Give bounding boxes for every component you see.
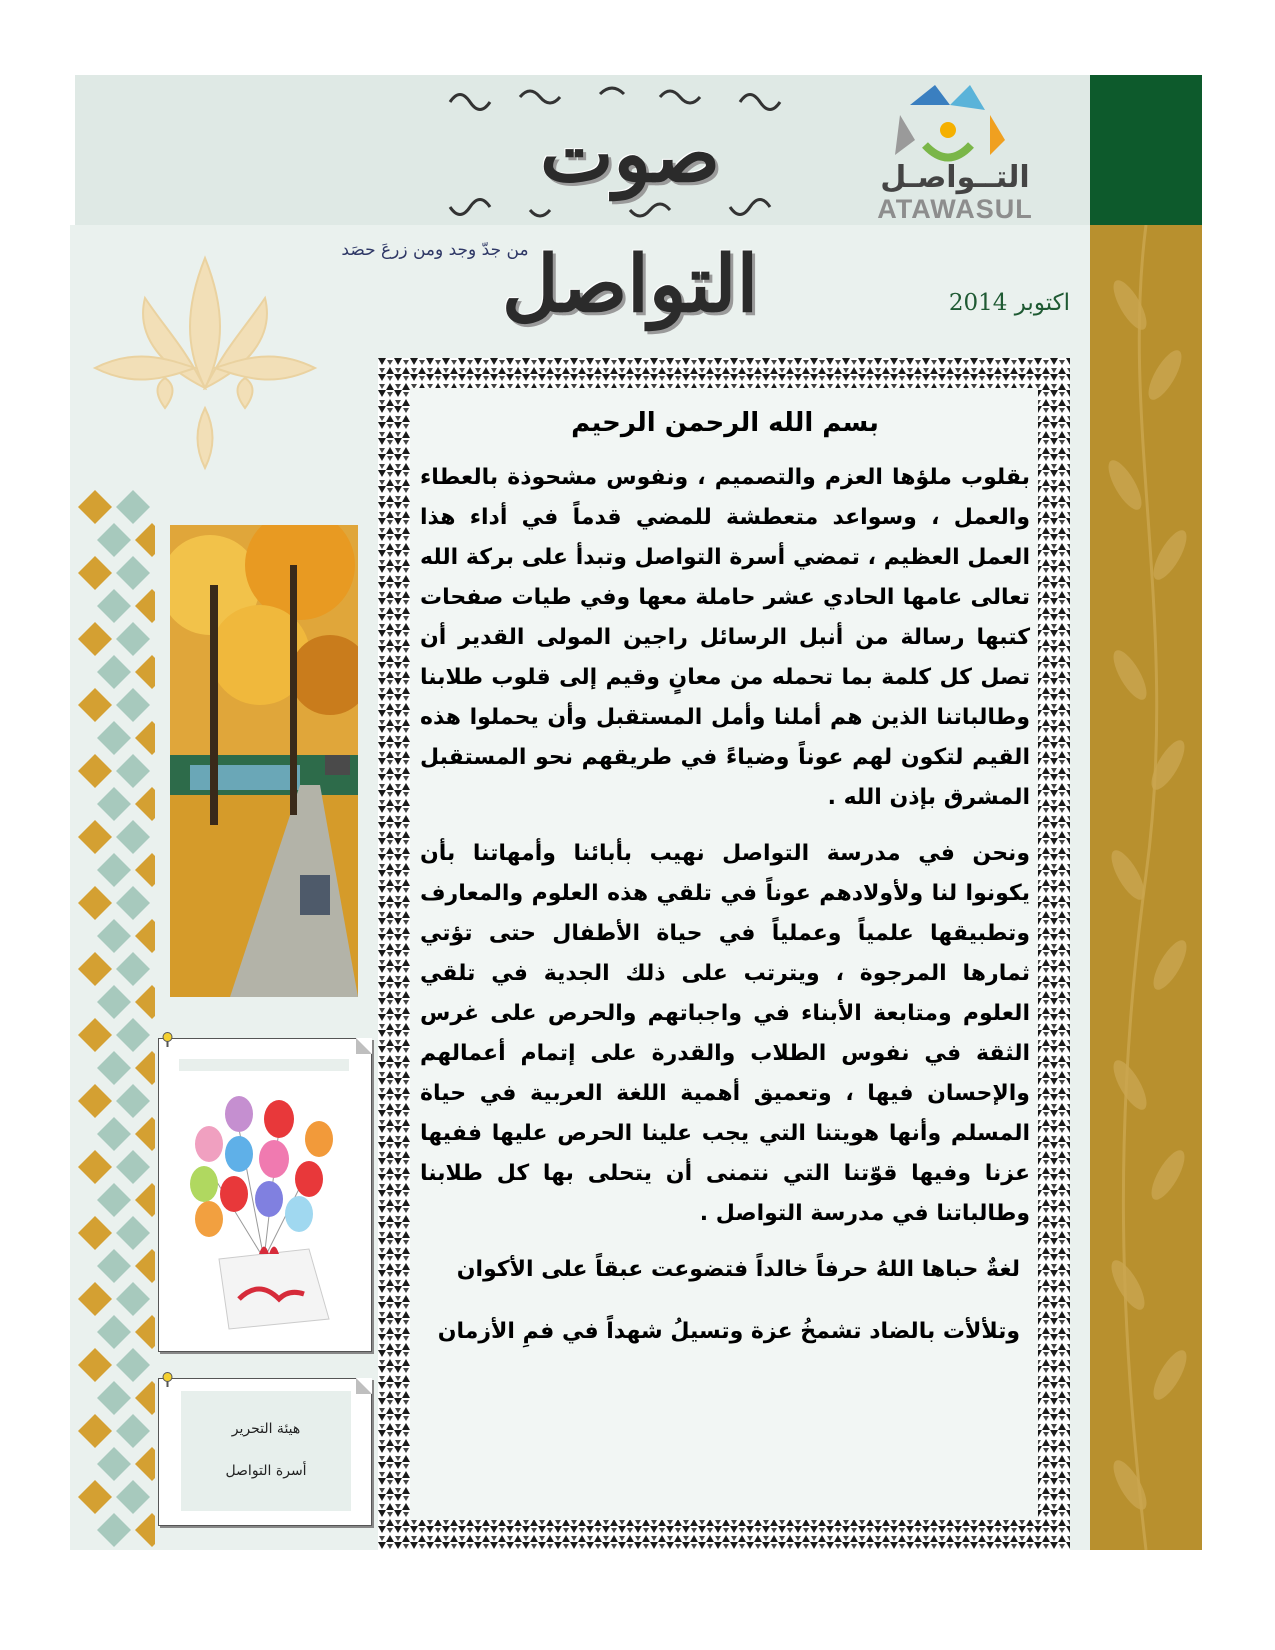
diamond-tile — [97, 721, 131, 755]
article-paragraph-1: بقلوب ملؤها العزم والتصميم ، ونفوس مشحوذة بالعطاء والعمل ، وسواعد متعطشة للمضي قدماً في أداء هذا العمل العظيم ، تمضي أسرة التواصل وتبدأ على بركة الله تعالى عامها الحادي عشر حاملة معها وفي طيات صفحات كتبها رسالة من أنبل الرسائل راجين المولى القدير أن تصل كل كلمة بما تحمله من معانٍ وقيم إلى قلوب طلابنا وطالباتنا الذين هم أملنا وأمل المستقبل وأن يحملوا هذه القيم لتكون لهم عوناً وضياءً في طريقهم نحو المستقبل المشرق بإذن الله . — [420, 465, 1030, 810]
pin-icon — [162, 1372, 173, 1387]
diamond-tile — [135, 523, 155, 557]
diamond-tile — [135, 1315, 155, 1349]
gold-leaf-band — [1090, 225, 1202, 1550]
diamond-tile — [97, 523, 131, 557]
diamond-tile — [116, 622, 150, 656]
diamond-tile — [135, 853, 155, 887]
editorial-article — [420, 400, 1030, 1374]
diamond-tile — [135, 1381, 155, 1415]
poem-verse-2: وتلألأت بالضاد تشمخُ عزة وتسيلُ شهداً في فمِ الأزمان — [437, 1319, 1020, 1344]
editorial-board-note — [158, 1378, 372, 1526]
pin-icon — [162, 1032, 173, 1047]
diamond-tile — [135, 1051, 155, 1085]
diamond-tile — [116, 1018, 150, 1052]
diamond-tile — [78, 1480, 112, 1514]
diamond-tile — [78, 1084, 112, 1118]
diamond-tile — [135, 589, 155, 623]
diamond-tile — [97, 985, 131, 1019]
diamond-tile — [135, 655, 155, 689]
diamond-tile — [135, 1249, 155, 1283]
diamond-tile — [78, 754, 112, 788]
diamond-tile — [97, 853, 131, 887]
diamond-tile — [116, 1282, 150, 1316]
diamond-tile — [97, 1315, 131, 1349]
diamond-tile — [135, 1183, 155, 1217]
diamond-tile — [97, 787, 131, 821]
diamond-tile — [97, 1249, 131, 1283]
diamond-tile — [78, 1282, 112, 1316]
diamond-tile — [78, 952, 112, 986]
diamond-tile — [97, 655, 131, 689]
editorial-name: أسرة التواصل — [225, 1463, 307, 1479]
diamond-tile — [97, 1117, 131, 1151]
logo-latin-text: ATAWASUL — [877, 194, 1033, 224]
greeting-card-note — [158, 1038, 372, 1352]
diamond-tile — [116, 886, 150, 920]
balloons-greeting-image — [179, 1059, 349, 1339]
diamond-tile — [97, 1381, 131, 1415]
diamond-tile — [116, 1480, 150, 1514]
diamond-tile — [97, 1513, 131, 1547]
diamond-tile — [116, 1216, 150, 1250]
diamond-tile — [78, 1414, 112, 1448]
editorial-title: هيئة التحرير — [231, 1421, 301, 1437]
diamond-tile — [116, 1150, 150, 1184]
diamond-pattern-strip — [75, 490, 155, 1550]
diamond-tile — [116, 556, 150, 590]
diamond-tile — [78, 886, 112, 920]
diamond-tile — [97, 1447, 131, 1481]
diamond-tile — [97, 1183, 131, 1217]
floral-ornament-icon — [85, 248, 325, 478]
issue-date: اكتوبر 2014 — [948, 290, 1070, 316]
diamond-tile — [97, 919, 131, 953]
diamond-tile — [135, 1513, 155, 1547]
diamond-tile — [97, 589, 131, 623]
basmala-heading: بسم الله الرحمن الرحيم — [571, 408, 879, 438]
diamond-tile — [116, 490, 150, 524]
diamond-tile — [78, 1018, 112, 1052]
diamond-tile — [135, 787, 155, 821]
logo-arabic-text: التــواصـل — [880, 160, 1030, 195]
masthead-title: صوت التواصل — [501, 109, 759, 330]
right-top-green-block — [1090, 75, 1202, 225]
diamond-tile — [116, 1084, 150, 1118]
diamond-tile — [135, 721, 155, 755]
diamond-tile — [135, 985, 155, 1019]
diamond-tile — [97, 1051, 131, 1085]
diamond-tile — [135, 1447, 155, 1481]
diamond-tile — [78, 490, 112, 524]
diamond-tile — [78, 1216, 112, 1250]
diamond-tile — [116, 820, 150, 854]
poem-verse-1: لغةٌ حباها اللهُ حرفاً خالداً فتضوعت عبقاً على الأكوان — [456, 1257, 1020, 1282]
diamond-tile — [135, 1117, 155, 1151]
motto: من جدّ وجد ومن زرعَ حصَد — [341, 240, 529, 260]
page-fold — [356, 1378, 372, 1394]
diamond-tile — [116, 1348, 150, 1382]
diamond-tile — [116, 754, 150, 788]
diamond-tile — [116, 1414, 150, 1448]
diamond-tile — [135, 919, 155, 953]
editorial-box — [181, 1391, 351, 1511]
article-paragraph-2: ونحن في مدرسة التواصل نهيب بأبائنا وأمهاتنا بأن يكونوا لنا ولأولادهم عوناً في تلقي هذه العلوم والمعارف وتطبيقها علمياً وعملياً في حياة الأطفال حتى تؤتي ثمارها المرجوة ، ويترتب على ذلك الجدية في تلقي العلوم ومتابعة الأبناء في واجباتهم والحرص على غرس الثقة في نفوس الطلاب والقدرة على إتمام أعمالهم والإحسان فيها ، وتعميق أهمية اللغة العربية في حياة المسلم وأنها هويتنا التي يجب علينا الحرص عليها ففيها عزنا وفيها قوّتنا التي نتمنى أن يتحلى بها كل طلابنا وطالباتنا في مدرسة التواصل . — [420, 841, 1030, 1226]
diamond-tile — [78, 622, 112, 656]
diamond-tile — [78, 688, 112, 722]
autumn-park-photo — [170, 525, 358, 997]
diamond-tile — [78, 1150, 112, 1184]
diamond-tile — [78, 556, 112, 590]
diamond-tile — [116, 952, 150, 986]
diamond-tile — [78, 820, 112, 854]
page-fold — [356, 1038, 372, 1054]
diamond-tile — [78, 1348, 112, 1382]
diamond-tile — [116, 688, 150, 722]
